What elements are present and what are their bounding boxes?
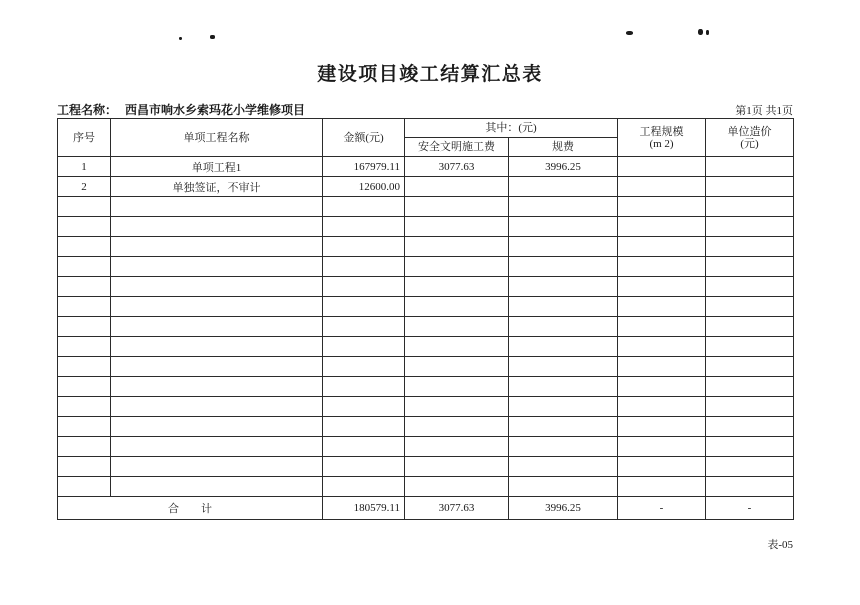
total-label: 合 计 (58, 497, 323, 520)
cell-safety (405, 177, 509, 197)
empty-cell (58, 237, 111, 257)
page-number: 第1页 共1页 (735, 105, 793, 117)
empty-row (58, 377, 794, 397)
empty-cell (111, 397, 323, 417)
empty-cell (405, 437, 509, 457)
empty-row (58, 237, 794, 257)
empty-cell (706, 377, 794, 397)
empty-cell (323, 337, 405, 357)
empty-cell (111, 437, 323, 457)
header-name: 单项工程名称 (111, 119, 323, 157)
empty-cell (405, 217, 509, 237)
empty-cell (58, 257, 111, 277)
empty-cell (111, 277, 323, 297)
cell-unit-price (706, 157, 794, 177)
header-row-1 (58, 119, 794, 138)
empty-cell (618, 257, 706, 277)
empty-cell (323, 297, 405, 317)
total-fees: 3996.25 (509, 497, 618, 520)
empty-cell (405, 197, 509, 217)
empty-row (58, 437, 794, 457)
cell-seq: 1 (58, 157, 111, 177)
empty-row (58, 337, 794, 357)
empty-cell (323, 357, 405, 377)
empty-cell (58, 297, 111, 317)
empty-rows (58, 197, 794, 497)
empty-cell (58, 317, 111, 337)
empty-cell (405, 257, 509, 277)
empty-row (58, 257, 794, 277)
cell-scale (618, 177, 706, 197)
empty-cell (405, 297, 509, 317)
empty-cell (405, 277, 509, 297)
empty-cell (405, 357, 509, 377)
empty-cell (323, 417, 405, 437)
empty-row (58, 277, 794, 297)
empty-cell (323, 377, 405, 397)
total-unit-price: - (706, 497, 794, 520)
cell-name: 单独签证，不审计 (111, 177, 323, 197)
project-name-line (57, 101, 305, 118)
empty-cell (111, 317, 323, 337)
cell-name: 单项工程1 (111, 157, 323, 177)
empty-cell (509, 417, 618, 437)
empty-cell (323, 277, 405, 297)
empty-cell (58, 217, 111, 237)
empty-cell (509, 437, 618, 457)
empty-cell (706, 257, 794, 277)
empty-row (58, 357, 794, 377)
cell-amount: 167979.11 (323, 157, 405, 177)
empty-cell (111, 477, 323, 497)
empty-cell (405, 377, 509, 397)
empty-cell (509, 277, 618, 297)
empty-cell (706, 277, 794, 297)
empty-cell (618, 197, 706, 217)
empty-cell (618, 337, 706, 357)
empty-cell (618, 457, 706, 477)
empty-row (58, 397, 794, 417)
empty-cell (323, 257, 405, 277)
header-unit-price (706, 119, 794, 157)
empty-cell (58, 457, 111, 477)
scan-speck (626, 31, 633, 35)
empty-cell (618, 297, 706, 317)
empty-cell (323, 317, 405, 337)
empty-cell (111, 297, 323, 317)
empty-cell (618, 357, 706, 377)
header-among: 其中：(元) (405, 119, 618, 138)
empty-cell (405, 417, 509, 437)
empty-cell (618, 217, 706, 237)
scan-speck (698, 29, 703, 35)
header-seq: 序号 (58, 119, 111, 157)
empty-cell (706, 357, 794, 377)
table-body (58, 157, 794, 197)
empty-row (58, 457, 794, 477)
empty-cell (509, 477, 618, 497)
empty-cell (509, 397, 618, 417)
empty-cell (509, 457, 618, 477)
empty-cell (706, 337, 794, 357)
empty-cell (618, 317, 706, 337)
empty-cell (706, 317, 794, 337)
form-number: 表-05 (767, 539, 793, 551)
empty-cell (618, 437, 706, 457)
empty-cell (706, 237, 794, 257)
header-safety: 安全文明施工费 (405, 138, 509, 157)
header-amount: 金额(元) (323, 119, 405, 157)
scan-speck (179, 37, 182, 40)
empty-cell (323, 477, 405, 497)
empty-row (58, 317, 794, 337)
empty-cell (58, 477, 111, 497)
empty-row (58, 477, 794, 497)
scan-speck (210, 35, 215, 39)
header-fees: 规费 (509, 138, 618, 157)
empty-cell (111, 377, 323, 397)
empty-cell (405, 477, 509, 497)
header-scale-line1: 工程规模 (639, 125, 684, 138)
empty-cell (58, 197, 111, 217)
empty-cell (58, 357, 111, 377)
empty-cell (618, 417, 706, 437)
empty-cell (618, 237, 706, 257)
total-amount: 180579.11 (323, 497, 405, 520)
empty-cell (323, 197, 405, 217)
header-unit-price-line1: 单位造价 (727, 125, 772, 138)
empty-cell (323, 437, 405, 457)
cell-fees: 3996.25 (509, 157, 618, 177)
empty-cell (405, 457, 509, 477)
empty-row (58, 297, 794, 317)
empty-cell (618, 377, 706, 397)
empty-cell (509, 237, 618, 257)
empty-cell (111, 237, 323, 257)
empty-cell (111, 417, 323, 437)
empty-cell (509, 217, 618, 237)
empty-cell (111, 337, 323, 357)
empty-cell (509, 337, 618, 357)
cell-amount: 12600.00 (323, 177, 405, 197)
empty-cell (509, 297, 618, 317)
cell-seq: 2 (58, 177, 111, 197)
empty-cell (111, 257, 323, 277)
empty-cell (706, 457, 794, 477)
empty-row (58, 217, 794, 237)
empty-cell (323, 217, 405, 237)
empty-cell (618, 477, 706, 497)
empty-cell (323, 237, 405, 257)
empty-cell (405, 237, 509, 257)
header-unit-price-line2: (元) (740, 137, 759, 150)
empty-cell (111, 357, 323, 377)
empty-cell (509, 357, 618, 377)
empty-cell (323, 457, 405, 477)
empty-cell (509, 257, 618, 277)
table-header (58, 119, 794, 157)
empty-cell (509, 197, 618, 217)
empty-cell (405, 317, 509, 337)
cell-safety: 3077.63 (405, 157, 509, 177)
cell-scale (618, 157, 706, 177)
empty-cell (618, 277, 706, 297)
header-scale-line2: (m 2) (649, 137, 674, 150)
scan-speck (706, 30, 709, 35)
cell-fees (509, 177, 618, 197)
empty-cell (618, 397, 706, 417)
page-title: 建设项目竣工结算汇总表 (317, 64, 543, 85)
empty-cell (58, 377, 111, 397)
project-name-value: 西昌市响水乡索玛花小学维修项目 (125, 103, 306, 117)
table-row (58, 157, 794, 177)
empty-cell (706, 197, 794, 217)
table-footer (58, 497, 794, 520)
project-name-label: 工程名称： (57, 103, 118, 117)
empty-cell (706, 437, 794, 457)
empty-cell (509, 377, 618, 397)
empty-cell (58, 337, 111, 357)
total-scale: - (618, 497, 706, 520)
empty-cell (111, 217, 323, 237)
empty-row (58, 417, 794, 437)
table-row (58, 177, 794, 197)
settlement-table (57, 118, 794, 520)
total-safety: 3077.63 (405, 497, 509, 520)
empty-cell (58, 417, 111, 437)
empty-cell (58, 437, 111, 457)
info-row (57, 101, 793, 118)
empty-cell (706, 477, 794, 497)
empty-cell (58, 397, 111, 417)
empty-cell (405, 397, 509, 417)
empty-cell (111, 457, 323, 477)
empty-cell (706, 297, 794, 317)
empty-cell (706, 217, 794, 237)
empty-cell (58, 277, 111, 297)
empty-cell (111, 197, 323, 217)
empty-cell (509, 317, 618, 337)
empty-cell (706, 417, 794, 437)
header-scale (618, 119, 706, 157)
empty-row (58, 197, 794, 217)
empty-cell (323, 397, 405, 417)
cell-unit-price (706, 177, 794, 197)
empty-cell (706, 397, 794, 417)
empty-cell (405, 337, 509, 357)
total-row (58, 497, 794, 520)
